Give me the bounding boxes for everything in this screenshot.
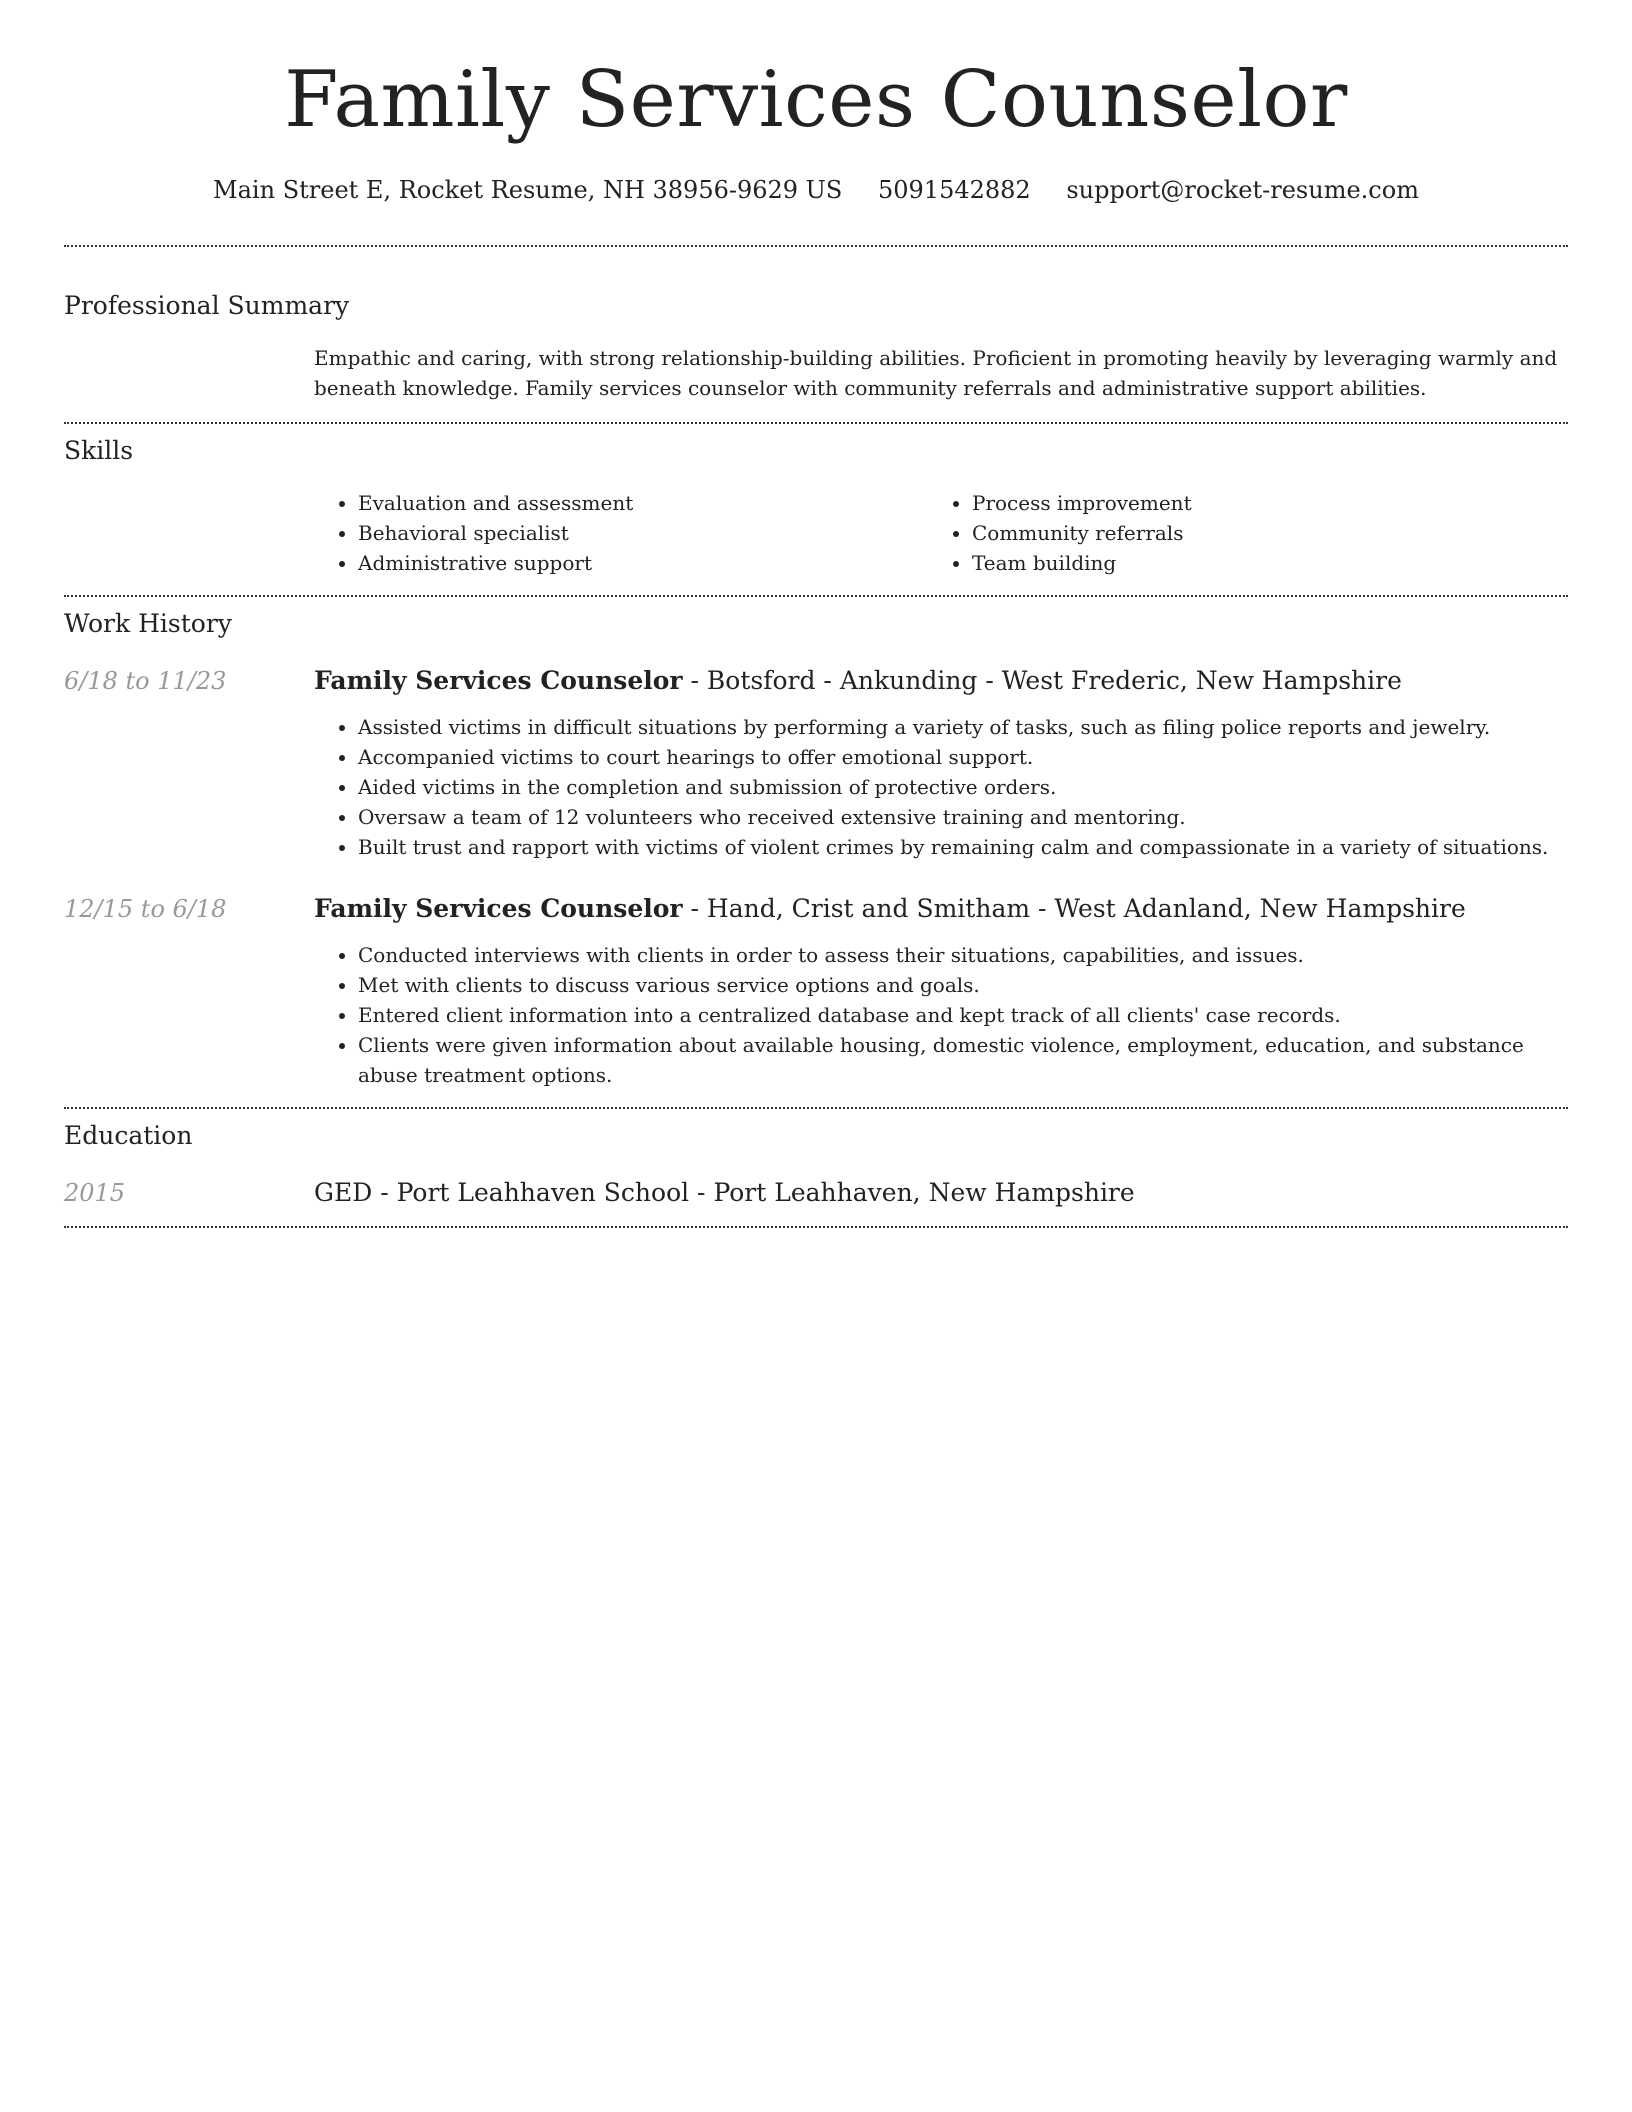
work-section: [64, 597, 1568, 1090]
job-bullets: [314, 712, 1568, 862]
skill-item: • Behavioral specialist: [358, 518, 928, 548]
skill-item: • Team building: [972, 548, 1542, 578]
skill-item: • Evaluation and assessment: [358, 488, 928, 518]
education-details: GED - Port Leahhaven School - Port Leahhaven, New Hampshire: [314, 1178, 1135, 1207]
job-role: Family Services Counselor: [314, 894, 683, 923]
job-bullet: • Entered client information into a centralized database and kept track of all clients' case records.: [358, 1000, 1568, 1030]
job-bullet: • Oversaw a team of 12 volunteers who received extensive training and mentoring.: [358, 802, 1568, 832]
resume-page: [64, 0, 1568, 1228]
job-bullet: • Accompanied victims to court hearings to offer emotional support.: [358, 742, 1568, 772]
job-details: - Botsford - Ankunding - West Frederic, New Hampshire: [682, 666, 1402, 695]
contact-phone: 5091542882: [877, 176, 1031, 204]
skill-item: • Community referrals: [972, 518, 1542, 548]
summary-section: [64, 247, 1568, 403]
job-role: Family Services Counselor: [314, 666, 683, 695]
skills-content: [314, 488, 1568, 578]
job-bullet-list: [314, 712, 1568, 862]
job-bullet: • Built trust and rapport with victims of violent crimes by remaining calm and compassionate in a variety of situations.: [358, 832, 1568, 862]
education-date: 2015: [64, 1179, 126, 1207]
job-header: [314, 892, 1568, 926]
education-section: [64, 1109, 1568, 1210]
job-details: - Hand, Crist and Smitham - West Adanland, New Hampshire: [682, 894, 1466, 923]
skills-list-right: [928, 488, 1542, 578]
job-bullet: • Conducted interviews with clients in order to assess their situations, capabilities, and issues.: [358, 940, 1568, 970]
skill-item: • Process improvement: [972, 488, 1542, 518]
education-entry: [64, 1176, 1568, 1210]
job-bullet: • Clients were given information about available housing, domestic violence, employment, education, and substance abuse treatment options.: [358, 1030, 1568, 1090]
job-bullets: [314, 940, 1568, 1090]
contact-line: [64, 173, 1568, 207]
education-title: Education: [64, 1121, 193, 1150]
skills-title: Skills: [64, 436, 134, 465]
summary-text: Empathic and caring, with strong relationship-building abilities. Proficient in promoting heavily by leveraging warmly and beneath knowledge. Family services counselor with community referrals and administrative support abilities.: [314, 346, 1558, 400]
contact-email: support@rocket-resume.com: [1066, 176, 1419, 204]
summary-content: [314, 343, 1568, 403]
divider: [64, 1226, 1568, 1228]
job-bullet: • Assisted victims in difficult situations by performing a variety of tasks, such as filing police reports and jewelry.: [358, 712, 1568, 742]
skills-grid: [314, 488, 1568, 578]
job-date: 12/15 to 6/18: [64, 895, 227, 923]
job-entry: [64, 664, 1568, 862]
contact-address: Main Street E, Rocket Resume, NH 38956-9629 US: [213, 176, 843, 204]
job-entry: [64, 892, 1568, 1090]
job-bullet-list: [314, 940, 1568, 1090]
candidate-name: Family Services Counselor: [284, 55, 1348, 145]
job-bullet: • Aided victims in the completion and submission of protective orders.: [358, 772, 1568, 802]
work-title: Work History: [64, 609, 232, 638]
skills-section: [64, 424, 1568, 578]
job-date: 6/18 to 11/23: [64, 667, 227, 695]
job-bullet: • Met with clients to discuss various service options and goals.: [358, 970, 1568, 1000]
skill-item: • Administrative support: [358, 548, 928, 578]
job-header: [314, 664, 1568, 698]
skills-list-left: [314, 488, 928, 578]
summary-title: Professional Summary: [64, 291, 350, 320]
